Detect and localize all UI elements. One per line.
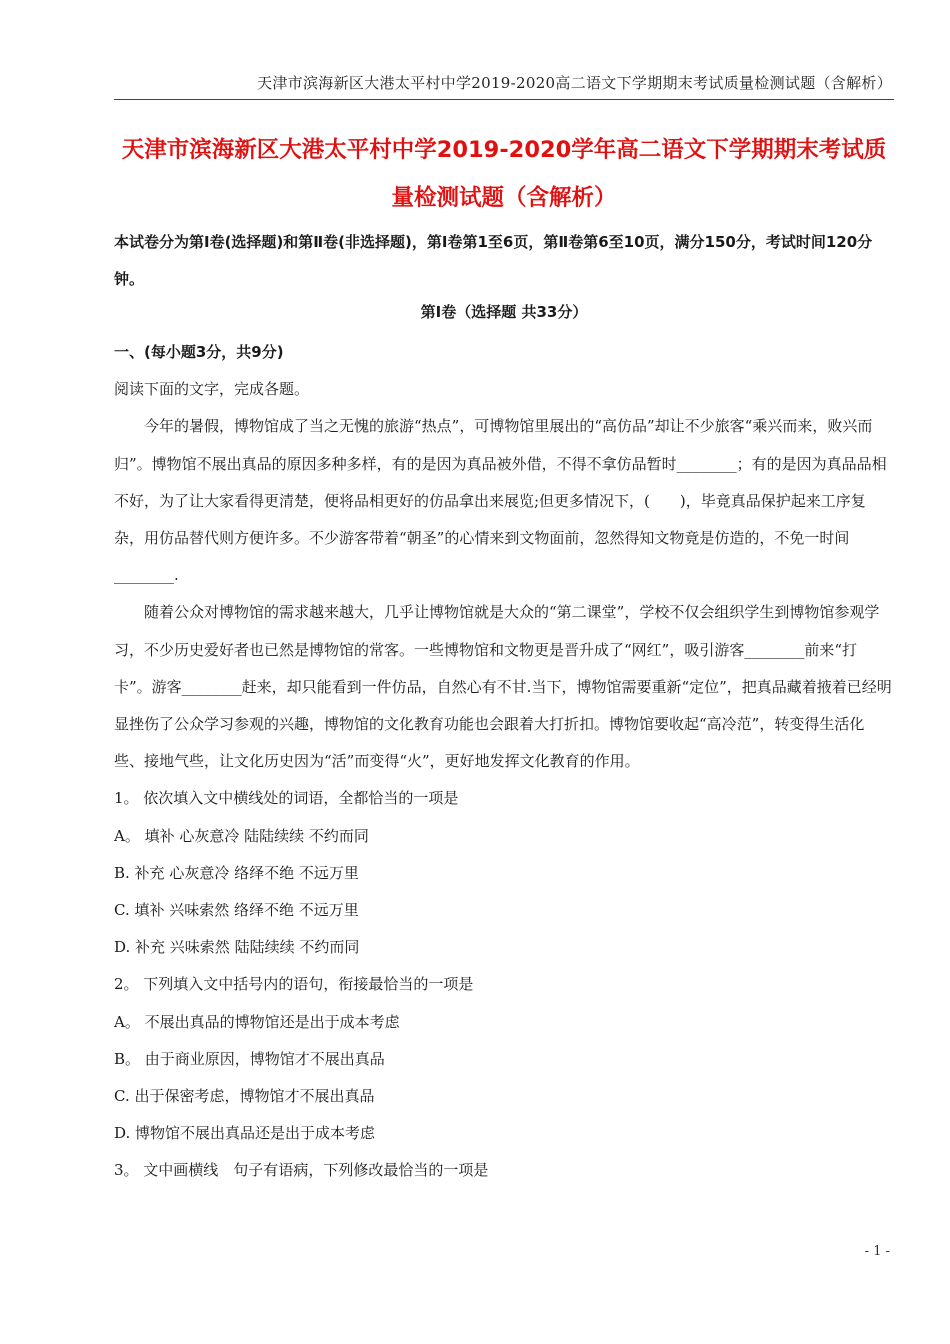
- question-2-option-d: D. 博物馆不展出真品还是出于成本考虑: [114, 1124, 376, 1143]
- question-1-option-b: B. 补充 心灰意冷 络绎不绝 不远万里: [114, 863, 359, 882]
- question-2-option-a: A。 不展出真品的博物馆还是出于成本考虑: [114, 1012, 400, 1031]
- document-title: 天津市滨海新区大港太平村中学2019-2020学年高二语文下学期期末考试质量检测试题（含解析）: [121, 137, 887, 211]
- question-2-stem: 2。 下列填入文中括号内的语句，衔接最恰当的一项是: [114, 975, 474, 994]
- question-2-option-c: C. 出于保密考虑，博物馆才不展出真品: [114, 1087, 375, 1106]
- question-1-option-c: C. 填补 兴味索然 络绎不绝 不远万里: [114, 901, 359, 920]
- question-1-option-a: A。 填补 心灰意冷 陆陆续续 不约而同: [114, 826, 369, 845]
- header-divider: [114, 99, 894, 100]
- question-1-option-d: D. 补充 兴味索然 陆陆续续 不约而同: [114, 938, 360, 957]
- passage-paragraph-2: 随着公众对博物馆的需求越来越大，几乎让博物馆就是大众的“第二课堂”，学校不仅会组织学生到博物馆参观学习，不少历史爱好者也已然是博物馆的常客。一些博物馆和文物更是晋升成了“网红”，吸引游客________前来“打卡”。游客________赶来，却只能看到一件仿品，自然心有不甘.当下，博物馆需要重新“定位”，把真品藏着掖着已经明显挫伤了公众学习参观的兴趣，博物馆的文化教育功能也会跟着大打折扣。博物馆要收起“高冷范”，转变得生活化些、接地气些，让文化历史因为“活”而变得“火”，更好地发挥文化教育的作用。: [114, 603, 892, 771]
- exam-body: [114, 334, 894, 1190]
- question-3-stem: 3。 文中画横线 句子有语病，下列修改最恰当的一项是: [114, 1161, 489, 1180]
- section-title: 第Ⅰ卷（选择题 共33分）: [420, 303, 588, 321]
- exam-instructions: 本试卷分为第Ⅰ卷(选择题)和第Ⅱ卷(非选择题)，第Ⅰ卷第1至6页，第Ⅱ卷第6至10页，满分150分，考试时间120分钟。: [114, 233, 873, 288]
- page-number: - 1 -: [864, 1244, 890, 1259]
- question-2-option-b: B。 由于商业原因，博物馆才不展出真品: [114, 1049, 385, 1068]
- passage-paragraph-1: 今年的暑假，博物馆成了当之无愧的旅游“热点”，可博物馆里展出的“高仿品”却让不少旅客“乘兴而来，败兴而归”。博物馆不展出真品的原因多种多样，有的是因为真品被外借，不得不拿仿品暂时________；有的是因为真品品相不好，为了让大家看得更清楚，便将品相更好的仿品拿出来展览;但更多情况下，( )，毕竟真品保护起来工序复杂，用仿品替代则方便许多。不少游客带着“朝圣”的心情来到文物面前，忽然得知文物竟是仿造的，不免一时间________.: [114, 417, 887, 585]
- part-heading: 一、(每小题3分，共9分): [114, 343, 284, 361]
- reading-instruction: 阅读下面的文字，完成各题。: [114, 380, 310, 399]
- running-header: 天津市滨海新区大港太平村中学2019-2020高二语文下学期期末考试质量检测试题（含解析）: [257, 74, 892, 92]
- question-1-stem: 1。 依次填入文中横线处的词语，全都恰当的一项是: [114, 789, 459, 808]
